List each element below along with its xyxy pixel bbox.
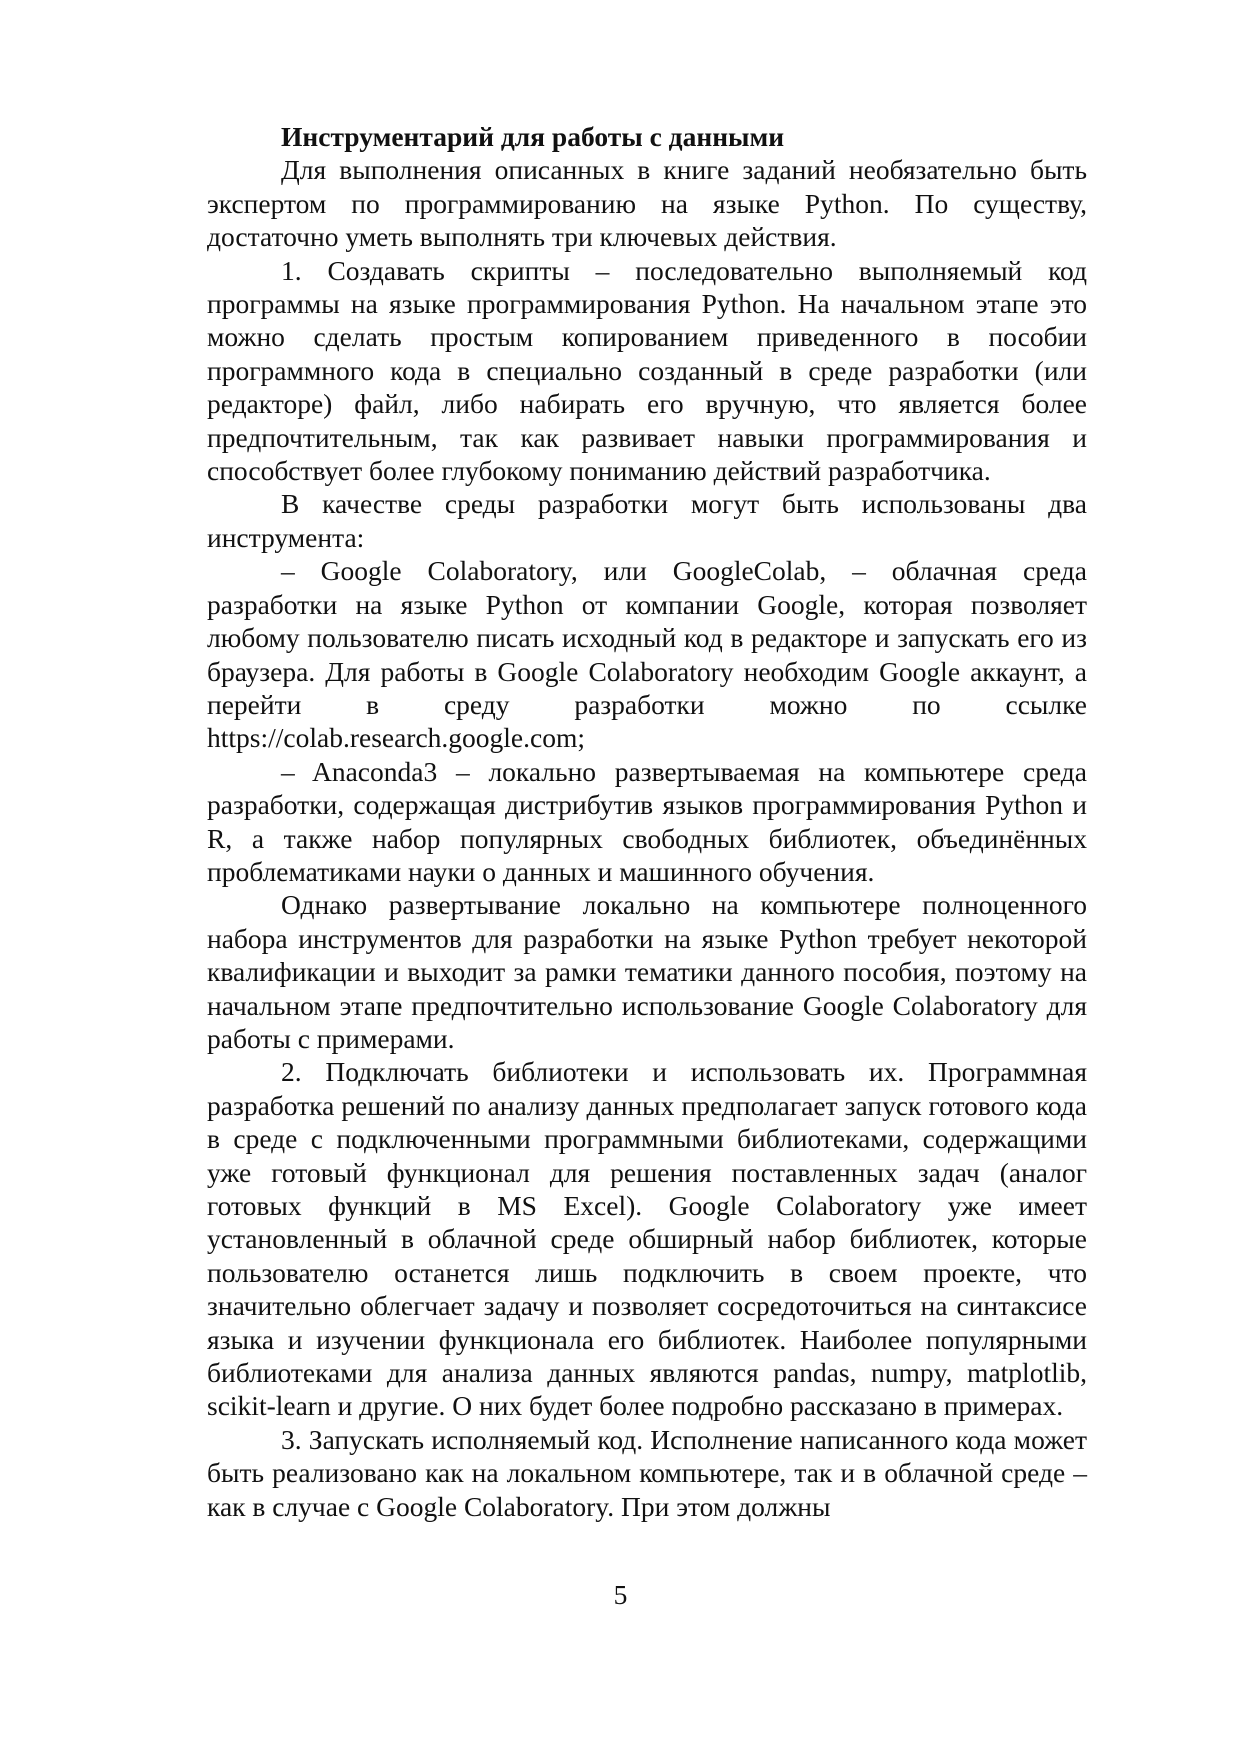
paragraph-item-1: 1. Создавать скрипты – последовательно выполняемый код программы на языке программирования Python. На начальном этапе это можно сделать простым копированием приведенного в пособии программного кода в специально созданный в среде разработки (или редакторе) файл, либо набирать его вручную, что является более предпочтительным, так как развивает навыки программирования и способствует более глубокому пониманию действий разработчика. [207, 254, 1087, 487]
paragraph-local-deploy: Однако развертывание локально на компьютере полноценного набора инструментов для разработки на языке Python требует некоторой квалификации и выходит за рамки тематики данного пособия, поэтому на начальном этапе предпочтительно использование Google Colaboratory для работы с примерами. [207, 889, 1087, 1054]
paragraph-anaconda: – Anaconda3 – локально развертываемая на компьютере среда разработки, содержащая дистрибутив языков программирования Python и R, а также набор популярных свободных библиотек, объединённых проблематиками науки о данных и машинного обучения. [207, 755, 1087, 887]
paragraph-dev-env: В качестве среды разработки могут быть использованы два инструмента: [207, 488, 1087, 553]
page-body [207, 120, 1087, 1523]
page-number: 5 [613, 1579, 628, 1610]
paragraph-intro: Для выполнения описанных в книге заданий необязательно быть экспертом по программированию на языке Python. По существу, достаточно уметь выполнять три ключевых действия. [207, 154, 1087, 253]
paragraph-item-2: 2. Подключать библиотеки и использовать их. Программная разработка решений по анализу данных предполагает запуск готового кода в среде с подключенными программными библиотеками, содержащими уже готовый функционал для решения поставленных задач (аналог готовых функций в MS Excel). Google Colaboratory уже имеет установленный в облачной среде обширный набор библиотек, которые пользователю останется лишь подключить в своем проекте, что значительно облегчает задачу и позволяет сосредоточиться на синтаксисе языка и изучении функционала его библиотек. Наиболее популярными библиотеками для анализа данных являются pandas, numpy, matplotlib, scikit-learn и другие. О них будет более подробно рассказано в примерах. [207, 1056, 1087, 1422]
paragraph-item-3: 3. Запускать исполняемый код. Исполнение написанного кода может быть реализовано как на локальном компьютере, так и в облачной среде – как в случае с Google Colaboratory. При этом должны [207, 1423, 1087, 1522]
paragraph-google-colab: – Google Colaboratory, или GoogleColab, – облачная среда разработки на языке Python от компании Google, которая позволяет любому пользователю писать исходный код в редакторе и запускать его из браузера. Для работы в Google Colaboratory необходим Google аккаунт, а перейти в среду разработки можно по ссылке https://colab.research.google.com; [207, 555, 1087, 754]
section-heading: Инструментарий для работы с данными [281, 121, 785, 152]
